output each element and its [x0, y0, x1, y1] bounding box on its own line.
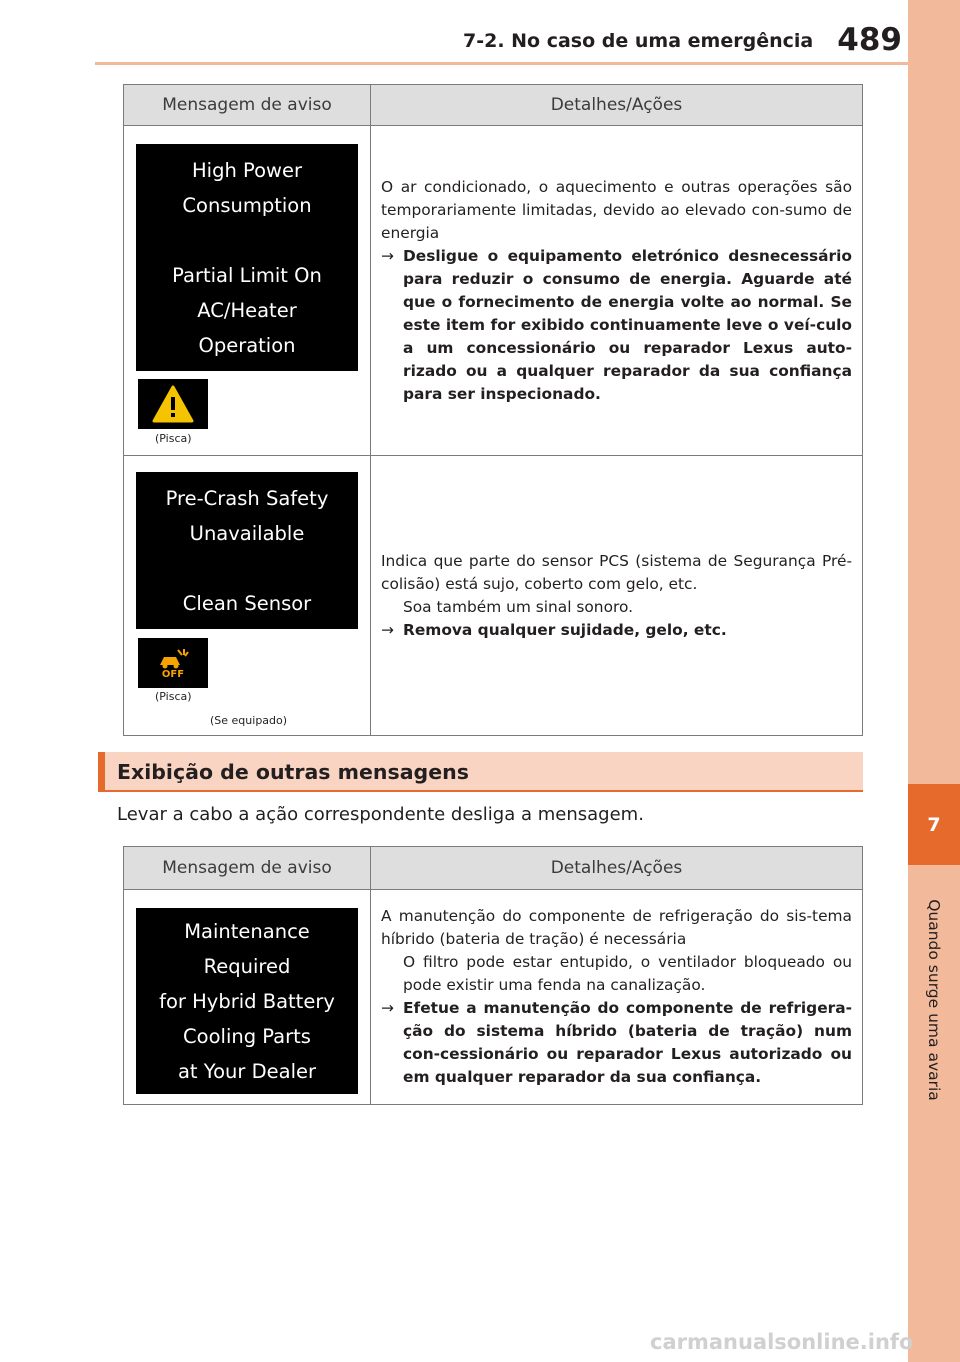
message-cell [124, 456, 371, 736]
details-cell [371, 126, 863, 456]
icon-caption-blinks: (Pisca) [155, 432, 192, 445]
screen-line: Clean Sensor [182, 591, 312, 615]
screen-line: Required [203, 954, 291, 978]
screen-line: at Your Dealer [177, 1059, 316, 1083]
table-row [124, 126, 863, 456]
screen-line: High Power [192, 158, 302, 182]
screen-line: for Hybrid Battery [159, 989, 335, 1013]
chapter-number-tab[interactable]: 7 [908, 784, 960, 865]
warning-table-2 [123, 846, 863, 1105]
arrow-icon: → [381, 246, 394, 265]
equipped-caption: (Se equipado) [210, 714, 288, 727]
note-text: Soa também um sinal sonoro. [403, 597, 634, 616]
column-header-details: Detalhes/Ações [371, 847, 863, 890]
screen-line: Maintenance [184, 919, 310, 943]
table-row [124, 890, 863, 1105]
section-intro-text: Levar a cabo a ação correspondente desliga a mensagem. [117, 804, 644, 825]
note-text: O filtro pode estar entupido, o ventilador bloqueado ou pode existir uma fenda na canalização. [403, 953, 852, 994]
table-row [124, 456, 863, 736]
details-cell [371, 890, 863, 1105]
icon-caption-blinks: (Pisca) [155, 690, 192, 703]
screen-line: Unavailable [189, 521, 305, 545]
screen-line: Pre-Crash Safety [165, 486, 329, 510]
action-item [381, 245, 852, 406]
watermark: carmanualsonline.info [650, 1330, 914, 1354]
message-cell [124, 890, 371, 1105]
section-heading: Exibição de outras mensagens [98, 752, 863, 792]
header-rule [95, 62, 908, 65]
warning-table-1 [123, 84, 863, 736]
screen-gap [136, 223, 358, 258]
action-text: Desligue o equipamento eletrónico desnecessário para reduzir o consumo de energia. Aguarde até que o fornecimento de energia volte ao normal. Se este item for exibido continuamente leve o veí-culo a um concessionário ou reparador Lexus auto-rizado ou a qualquer reparador da sua confiança para ser inspecionado. [403, 246, 852, 403]
details-text: Indica que parte do sensor PCS (sistema de Segurança Pré-colisão) está sujo, coberto com gelo, etc. [381, 551, 852, 593]
screen-line: AC/Heater [197, 298, 297, 322]
display-screen-high-power [136, 144, 358, 371]
action-item [381, 997, 852, 1089]
display-screen-maintenance [136, 908, 358, 1094]
screen-line: Cooling Parts [183, 1024, 311, 1048]
chapter-label: Quando surge uma avaria [925, 899, 943, 1101]
screen-line: Partial Limit On [172, 263, 322, 287]
column-header-details: Detalhes/Ações [371, 85, 863, 126]
action-text: Remova qualquer sujidade, gelo, etc. [403, 620, 727, 639]
arrow-icon: → [381, 999, 394, 1017]
screen-gap [136, 551, 358, 586]
details-text: O ar condicionado, o aquecimento e outras operações são temporariamente limitadas, devido ao elevado con-sumo de energia [381, 177, 852, 242]
pcs-off-label: OFF [161, 668, 185, 680]
arrow-icon: → [381, 620, 394, 639]
action-text: Efetue a manutenção do componente de refrigera-ção do sistema híbrido (bateria de tração) num con-cessionário ou reparador Lexus autorizado ou em qualquer reparador da sua confiança. [403, 999, 852, 1086]
display-screen-pre-crash [136, 472, 358, 629]
action-item [381, 619, 852, 642]
running-header: 7-2. No caso de uma emergência [463, 30, 814, 52]
screen-line: Consumption [182, 193, 312, 217]
details-cell [371, 456, 863, 736]
message-cell [124, 126, 371, 456]
side-tab-strip [908, 0, 960, 1362]
warning-triangle-icon [138, 379, 208, 429]
column-header-message: Mensagem de aviso [124, 847, 371, 890]
page-number: 489 [837, 22, 902, 58]
screen-line: Operation [198, 333, 296, 357]
details-text: A manutenção do componente de refrigeração do sis-tema híbrido (bateria de tração) é necessária [381, 907, 852, 948]
column-header-message: Mensagem de aviso [124, 85, 371, 126]
pcs-off-icon [138, 638, 208, 688]
